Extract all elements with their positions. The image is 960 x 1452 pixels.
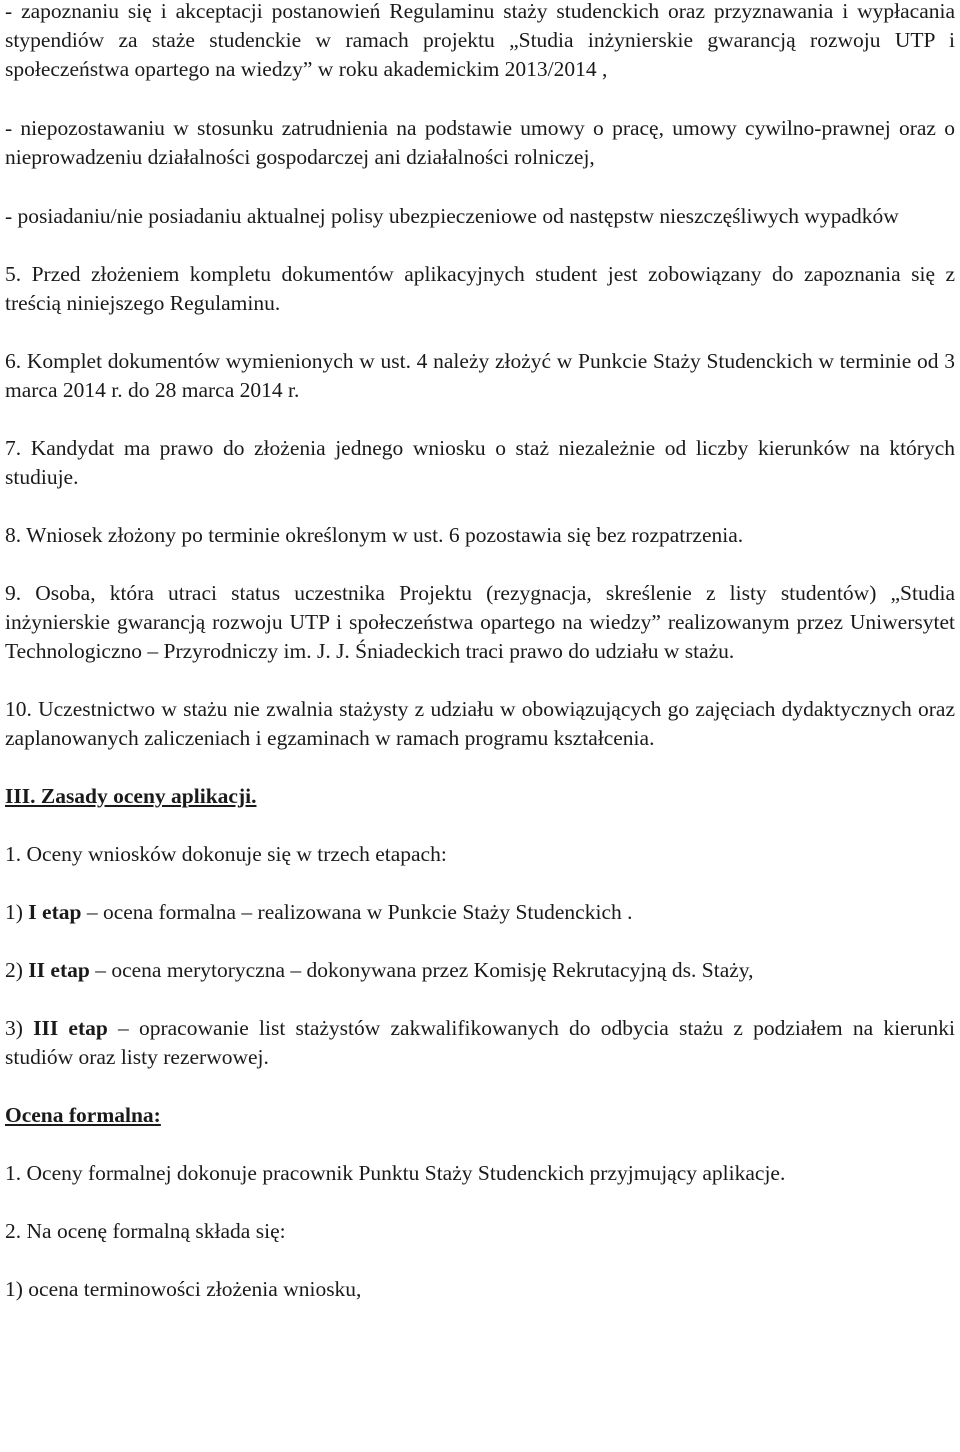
paragraph-formal-1: 1. Oceny formalnej dokonuje pracownik Punktu Staży Studenckich przyjmujący aplikacje. xyxy=(5,1161,786,1185)
stage-2-number: 2) xyxy=(5,958,29,982)
document-page xyxy=(5,0,955,1304)
paragraph-7: 7. Kandydat ma prawo do złożenia jednego wniosku o staż niezależnie od liczby kierunków na których studiuje. xyxy=(5,436,955,489)
paragraph-employment: - niepozostawaniu w stosunku zatrudnienia na podstawie umowy o pracę, umowy cywilno-prawnej oraz o nieprowadzeniu działalności gospodarczej ani działalności rolniczej, xyxy=(5,116,955,169)
paragraph-evaluation-stages: 1. Oceny wniosków dokonuje się w trzech etapach: xyxy=(5,842,447,866)
stage-2-text: – ocena merytoryczna – dokonywana przez Komisję Rekrutacyjną ds. Staży, xyxy=(89,958,754,982)
paragraph-6: 6. Komplet dokumentów wymienionych w ust. 4 należy złożyć w Punkcie Staży Studenckich w terminie od 3 marca 2014 r. do 28 marca 2014 r. xyxy=(5,349,955,402)
stage-3-item xyxy=(5,1014,955,1072)
paragraph-5: 5. Przed złożeniem kompletu dokumentów aplikacyjnych student jest zobowiązany do zapoznania się z treścią niniejszego Regulaminu. xyxy=(5,262,955,315)
paragraph-consent: - zapoznaniu się i akceptacji postanowień Regulaminu staży studenckich oraz przyznawania i wypłacania stypendiów za staże studenckie w ramach projektu „Studia inżynierskie gwarancją rozwoju UTP i społeczeństwa opartego na wiedzy” w roku akademickim 2013/2014 , xyxy=(5,0,955,81)
paragraph-8: 8. Wniosek złożony po terminie określonym w ust. 6 pozostawia się bez rozpatrzenia. xyxy=(5,523,744,547)
stage-1-number: 1) xyxy=(5,900,29,924)
paragraph-9: 9. Osoba, która utraci status uczestnika Projektu (rezygnacja, skreślenie z listy studentów) „Studia inżynierskie gwarancją rozwoju UTP i społeczeństwa opartego na wiedzy” realizowanym przez Uniwersytet Technologiczno – Przyrodniczy im. J. J. Śniadeckich traci prawo do udziału w stażu. xyxy=(5,581,955,663)
stage-3-number: 3) xyxy=(5,1016,34,1040)
section-heading-evaluation: III. Zasady oceny aplikacji. xyxy=(5,784,257,808)
stage-1-item xyxy=(5,898,955,927)
stage-1-text: – ocena formalna – realizowana w Punkcie Staży Studenckich . xyxy=(81,900,633,924)
section-heading-formal: Ocena formalna: xyxy=(5,1103,161,1127)
stage-1-label: I etap xyxy=(28,900,82,924)
stage-2-item xyxy=(5,956,955,985)
stage-3-label: III etap xyxy=(33,1016,108,1040)
paragraph-formal-2-1: 1) ocena terminowości złożenia wniosku, xyxy=(5,1277,362,1301)
stage-3-text: – opracowanie list stażystów zakwalifikowanych do odbycia stażu z podziałem na kierunki studiów oraz listy rezerwowej. xyxy=(5,1016,955,1069)
paragraph-formal-2: 2. Na ocenę formalną składa się: xyxy=(5,1219,286,1243)
paragraph-10: 10. Uczestnictwo w stażu nie zwalnia stażysty z udziału w obowiązujących go zajęciach dydaktycznych oraz zaplanowanych zaliczeniach i egzaminach w ramach programu kształcenia. xyxy=(5,697,955,750)
paragraph-insurance: - posiadaniu/nie posiadaniu aktualnej polisy ubezpieczeniowe od następstw nieszczęśliwych wypadków xyxy=(5,204,899,228)
stage-2-label: II etap xyxy=(28,958,90,982)
